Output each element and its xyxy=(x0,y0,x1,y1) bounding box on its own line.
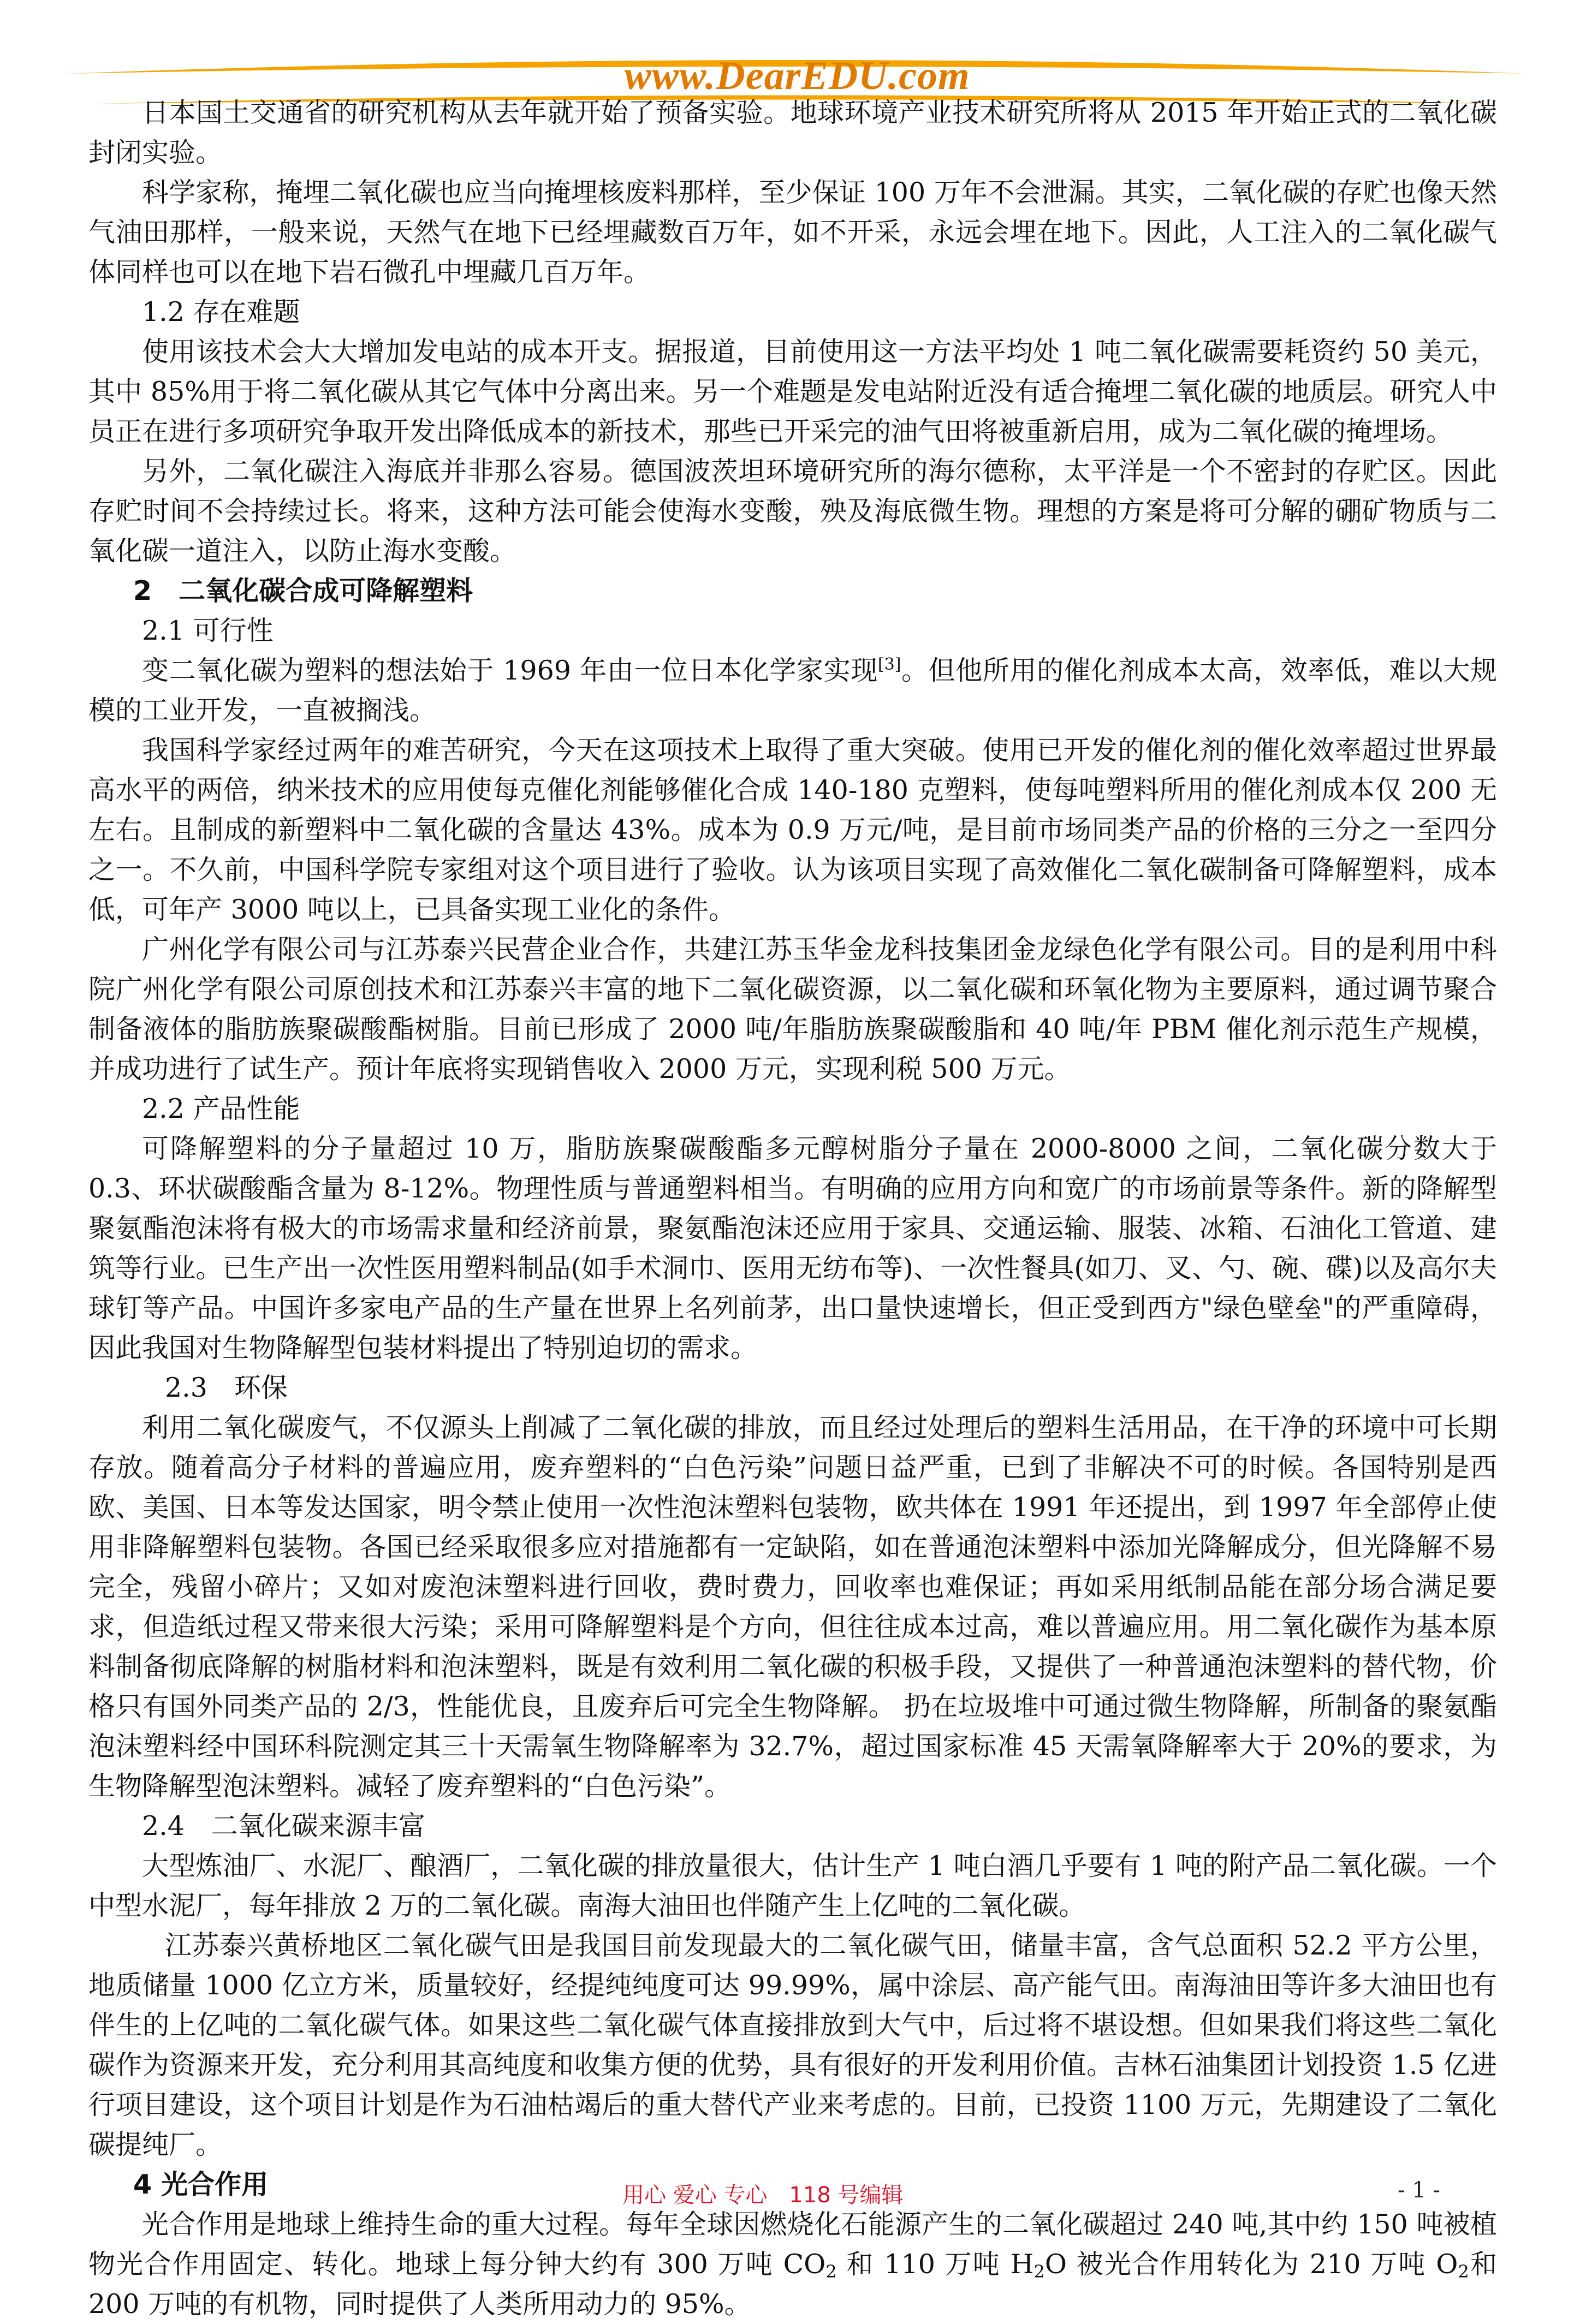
paragraph: 大型炼油厂、水泥厂、酿酒厂，二氧化碳的排放量很大，估计生产 1 吨白酒几乎要有 1 吨的附产品二氧化碳。一个中型水泥厂，每年排放 2 万的二氧化碳。南海大油田也伴随产生上亿吨的二氧化碳。 xyxy=(88,1850,1497,1921)
section-heading: 1.2 存在难题 xyxy=(142,296,300,327)
paragraph: 科学家称，掩埋二氧化碳也应当向掩埋核废料那样，至少保证 100 万年不会泄漏。其实，二氧化碳的存贮也像天然气油田那样，一般来说，天然气在地下已经埋藏数百万年，如不开采，永远会埋在地下。因此，人工注入的二氧化碳气体同样也可以在地下岩石微孔中埋藏几百万年。 xyxy=(88,177,1497,288)
paragraph: 另外，二氧化碳注入海底并非那么容易。德国波茨坦环境研究所的海尔德称，太平洋是一个不密封的存贮区。因此存贮时间不会持续过长。将来，这种方法可能会使海水变酸，殃及海底微生物。理想的方案是将可分解的硼矿物质与二氧化碳一道注入，以防止海水变酸。 xyxy=(88,456,1497,567)
article-body xyxy=(88,93,1497,2324)
section-heading: 4 光合作用 xyxy=(133,2169,269,2200)
paragraph: 使用该技术会大大增加发电站的成本开支。据报道，目前使用这一方法平均处 1 吨二氧化碳需要耗资约 50 美元，其中 85%用于将二氧化碳从其它气体中分离出来。另一个难题是发电站附近没有适合掩埋二氧化碳的地质层。研究人中员正在进行多项研究争取开发出降低成本的新技术，那些已开采完的油气田将被重新启用，成为二氧化碳的掩埋场。 xyxy=(88,336,1497,447)
paragraph-text: 变二氧化碳为塑料的想法始于 1969 年由一位日本化学家实现 xyxy=(142,655,878,686)
section-heading: 2.2 产品性能 xyxy=(142,1093,300,1124)
paragraph: 利用二氧化碳废气，不仅源头上削减了二氧化碳的排放，而且经过处理后的塑料生活用品，在干净的环境中可长期存放。随着高分子材料的普遍应用，废弃塑料的“白色污染”问题日益严重，已到了非解决不可的时候。各国特别是西欧、美国、日本等发达国家，明令禁止使用一次性泡沫塑料包装物，欧共体在 1991 年还提出，到 1997 年全部停止使用非降解塑料包装物。各国已经采取很多应对措施都有一定缺陷，如在普通泡沫塑料中添加光降解成分，但光降解不易完全，残留小碎片；又如对废泡沫塑料进行回收，费时费力，回收率也难保证；再如采用纸制品能在部分场合满足要求，但造纸过程又带来很大污染；采用可降解塑料是个方向，但往往成本过高，难以普遍应用。用二氧化碳作为基本原料制备彻底降解的树脂材料和泡沫塑料，既是有效利用二氧化碳的积极手段，又提供了一种普通泡沫塑料的替代物，价格只有国外同类产品的 2/3，性能优良，且废弃后可完全生物降解。 扔在垃圾堆中可通过微生物降解，所制备的聚氨酯泡沫塑料经中国环科院测定其三十天需氧生物降解率为 32.7%，超过国家标准 45 天需氧降解率大于 20%的要求，为生物降解型泡沫塑料。减轻了废弃塑料的“白色污染”。 xyxy=(88,1412,1497,1802)
citation-marker: [3] xyxy=(877,655,901,674)
paragraph: 广州化学有限公司与江苏泰兴民营企业合作，共建江苏玉华金龙科技集团金龙绿色化学有限公司。目的是利用中科院广州化学有限公司原创技术和江苏泰兴丰富的地下二氧化碳资源，以二氧化碳和环氧化物为主要原料，通过调节聚合制备液体的脂肪族聚碳酸酯树脂。目前已形成了 2000 吨/年脂肪族聚碳酸脂和 40 吨/年 PBM 催化剂示范生产规模，并成功进行了试生产。预计年底将实现销售收入 2000 万元，实现利税 500 万元。 xyxy=(88,934,1497,1084)
paragraph: 日本国土交通省的研究机构从去年就开始了预备实验。地球环境产业技术研究所将从 2015 年开始正式的二氧化碳封闭实验。 xyxy=(88,97,1497,168)
paragraph-text: O 被光合作用转化为 210 万吨 O xyxy=(1044,2249,1458,2280)
paragraph-text: 。但他所用的催化剂成本太高，效率低，难以大规模的工业开发，一直被搁浅。 xyxy=(88,655,1497,726)
paragraph-text: 光合作用是地球上维持生命的重大过程。每年全球因燃烧化石能源产生的二氧化碳超过 240 吨,其中约 150 吨被植物光合作用固定、转化。地球上每分钟大约有 300 万吨 CO xyxy=(88,2209,1497,2280)
section-heading: 2.4 二氧化碳来源丰富 xyxy=(142,1810,425,1842)
paragraph-text: 和 200 万吨的有机物，同时提供了人类所用动力的 95%。 xyxy=(88,2249,1498,2320)
paragraph: 我国科学家经过两年的难苦研究，今天在这项技术上取得了重大突破。使用已开发的催化剂的催化效率超过世界最高水平的两倍，纳米技术的应用使每克催化剂能够催化合成 140-180 克塑料，使每吨塑料所用的催化剂成本仅 200 无左右。且制成的新塑料中二氧化碳的含量达 43%。成本为 0.9 万元/吨，是目前市场同类产品的价格的三分之一至四分之一。不久前，中国科学院专家组对这个项目进行了验收。认为该项目实现了高效催化二氧化碳制备可降解塑料，成本低，可年产 3000 吨以上，已具备实现工业化的条件。 xyxy=(88,735,1497,925)
footer-slogan: 用心 爱心 专心 118 号编辑 xyxy=(622,2183,904,2208)
section-heading: 2.1 可行性 xyxy=(142,615,274,646)
paragraph-text: 和 110 万吨 H xyxy=(836,2249,1034,2280)
paragraph xyxy=(88,2204,1497,2324)
paragraph xyxy=(88,651,1497,730)
section-heading: 2 二氧化碳合成可降解塑料 xyxy=(133,575,473,606)
subscript: 2 xyxy=(825,2261,837,2282)
page-number: - 1 - xyxy=(1398,2178,1440,2203)
subscript: 2 xyxy=(1033,2261,1045,2282)
section-heading: 2.3 环保 xyxy=(165,1372,288,1403)
paragraph: 江苏泰兴黄桥地区二氧化碳气田是我国目前发现最大的二氧化碳气田，储量丰富，含气总面积 52.2 平方公里，地质储量 1000 亿立方米，质量较好，经提纯纯度可达 99.99%，属中涂层、高产能气田。南海油田等许多大油田也有伴生的上亿吨的二氧化碳气体。如果这些二氧化碳气体直接排放到大气中，后过将不堪设想。但如果我们将这些二氧化碳作为资源来开发，充分利用其高纯度和收集方便的优势，具有很好的开发利用价值。吉林石油集团计划投资 1.5 亿进行项目建设，这个项目计划是作为石油枯竭后的重大替代产业来考虑的。目前，已投资 1100 万元，先期建设了二氧化碳提纯厂。 xyxy=(88,1930,1497,2160)
subscript: 2 xyxy=(1458,2261,1469,2282)
paragraph: 可降解塑料的分子量超过 10 万，脂肪族聚碳酸酯多元醇树脂分子量在 2000-8000 之间，二氧化碳分数大于 0.3、环状碳酸酯含量为 8-12%。物理性质与普通塑料相当。有明确的应用方向和宽广的市场前景等条件。新的降解型聚氨酯泡沫将有极大的市场需求量和经济前景，聚氨酯泡沫还应用于家具、交通运输、服装、冰箱、石油化工管道、建筑等行业。已生产出一次性医用塑料制品(如手术洞巾、医用无纺布等)、一次性餐具(如刀、叉、勺、碗、碟)以及高尔夫球钉等产品。中国许多家电产品的生产量在世界上名列前茅，出口量快速增长，但正受到西方"绿色壁垒"的严重障碍，因此我国对生物降解型包装材料提出了特别迫切的需求。 xyxy=(88,1133,1497,1363)
site-logo-text: www.DearEDU.com xyxy=(624,53,970,98)
